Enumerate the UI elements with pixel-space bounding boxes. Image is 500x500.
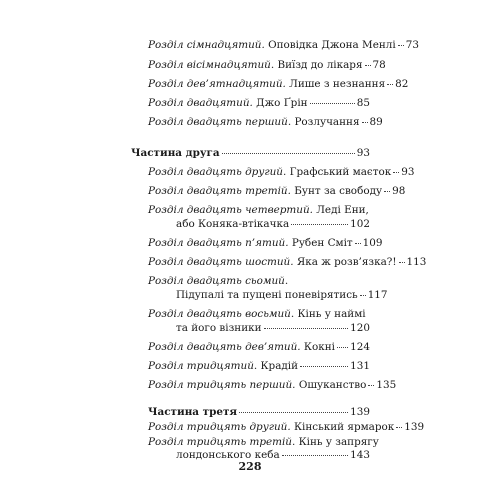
chapter-label: Розділ тридцять перший. xyxy=(148,379,296,391)
chapter-title: Кінь у наймі xyxy=(297,308,366,320)
toc-entry-ch27 xyxy=(176,289,388,302)
toc-part-3 xyxy=(148,407,370,419)
page-ref: 98 xyxy=(392,185,406,197)
toc-entry-ch18 xyxy=(148,59,386,72)
dot-leader xyxy=(355,243,361,244)
toc-entry-ch22 xyxy=(148,166,415,179)
dot-leader xyxy=(239,412,348,413)
toc-entry-ch19 xyxy=(148,78,409,91)
page-ref: 89 xyxy=(369,116,383,128)
page-ref: 73 xyxy=(405,39,419,51)
page-ref: 117 xyxy=(367,289,388,301)
toc-entry-ch24-line1 xyxy=(148,205,369,217)
page-ref: 82 xyxy=(395,78,409,90)
dot-leader xyxy=(387,84,393,85)
toc-entry-ch30 xyxy=(148,361,370,373)
chapter-title: Яка ж розв’язка?! xyxy=(296,256,397,268)
dot-leader xyxy=(365,65,371,66)
toc-entry-ch32 xyxy=(148,421,425,434)
chapter-label: Розділ тридцятий. xyxy=(148,360,258,372)
toc-entry-ch28-line1 xyxy=(148,309,366,321)
chapter-label: Розділ двадцять четвертий. xyxy=(148,204,313,216)
dot-leader xyxy=(362,122,368,123)
chapter-title: Лише з незнання xyxy=(289,78,386,90)
dot-leader xyxy=(222,153,355,154)
chapter-label: Розділ вісімнадцятий. xyxy=(148,59,275,71)
page-ref: 85 xyxy=(356,97,370,109)
dot-leader xyxy=(360,295,366,296)
chapter-label: Розділ двадцятий. xyxy=(148,97,253,109)
page-number: 228 xyxy=(238,460,262,473)
page-ref: 78 xyxy=(372,59,386,71)
page-ref: 124 xyxy=(350,341,370,353)
chapter-label: Розділ двадцять шостий. xyxy=(148,256,294,268)
toc-entry-ch24 xyxy=(176,219,370,231)
toc-entry-ch25 xyxy=(148,237,383,250)
chapter-title: Кінь у запрягу xyxy=(298,436,379,448)
chapter-title: Кокні xyxy=(303,341,335,353)
chapter-title: Крадій xyxy=(260,360,299,372)
page-ref: 135 xyxy=(376,379,397,391)
chapter-title: Ошуканство xyxy=(298,379,367,391)
dot-leader xyxy=(398,45,404,46)
chapter-title-cont: лондонського кеба xyxy=(176,449,280,461)
page-ref: 139 xyxy=(350,406,370,418)
page-ref: 131 xyxy=(350,360,370,372)
page-ref: 143 xyxy=(350,449,370,461)
dot-leader xyxy=(264,328,349,329)
dot-leader xyxy=(291,224,348,225)
dot-leader xyxy=(399,262,405,263)
part-title: Частина друга xyxy=(131,147,220,159)
page-ref: 102 xyxy=(350,218,370,230)
chapter-label: Розділ тридцять третій. xyxy=(148,436,296,448)
page-ref: 113 xyxy=(406,256,427,268)
chapter-label: Розділ двадцять п’ятий. xyxy=(148,237,289,249)
chapter-title: Джо Ґрін xyxy=(256,97,308,109)
chapter-title: Підупалі та пущені поневірятись xyxy=(176,289,358,301)
chapter-title-cont: та його візники xyxy=(176,322,262,334)
dot-leader xyxy=(384,191,390,192)
chapter-title: Графський маєток xyxy=(289,166,392,178)
toc-entry-ch33-line1 xyxy=(148,437,379,449)
chapter-title: Виїзд до лікаря xyxy=(277,59,363,71)
page-ref: 120 xyxy=(350,322,370,334)
dot-leader xyxy=(393,172,399,173)
chapter-title: Рубен Сміт xyxy=(291,237,353,249)
chapter-label: Розділ двадцять третій. xyxy=(148,185,291,197)
chapter-title: Бунт за свободу xyxy=(294,185,383,197)
chapter-title: Розлучання xyxy=(294,116,360,128)
dot-leader xyxy=(396,427,402,428)
page-ref: 93 xyxy=(356,147,370,159)
chapter-title: Оповідка Джона Менлі xyxy=(268,39,396,51)
dot-leader xyxy=(368,385,374,386)
chapter-label: Розділ двадцять перший. xyxy=(148,116,292,128)
chapter-label: Розділ дев’ятнадцятий. xyxy=(148,78,286,90)
chapter-label: Розділ сімнадцятий. xyxy=(148,39,265,51)
toc-entry-ch21 xyxy=(148,116,383,129)
chapter-label: Розділ двадцять другий. xyxy=(148,166,287,178)
dot-leader xyxy=(282,455,348,456)
toc-part-2 xyxy=(131,148,370,160)
chapter-label: Розділ двадцять дев’ятий. xyxy=(148,341,301,353)
dot-leader xyxy=(300,366,348,367)
chapter-label: Розділ тридцять другий. xyxy=(148,421,291,433)
toc-entry-ch27-line1: Розділ двадцять сьомий. xyxy=(148,275,289,287)
page-ref: 93 xyxy=(401,166,415,178)
toc-entry-ch31 xyxy=(148,379,397,392)
dot-leader xyxy=(310,103,355,104)
toc-entry-ch28 xyxy=(176,323,370,335)
toc-entry-ch23 xyxy=(148,185,406,198)
toc-entry-ch29 xyxy=(148,342,370,354)
chapter-label: Розділ двадцять восьмий. xyxy=(148,308,295,320)
chapter-title-cont: або Коняка-втікачка xyxy=(176,218,290,230)
toc-entry-ch20 xyxy=(148,98,370,110)
part-title: Частина третя xyxy=(148,406,238,418)
chapter-title: Леді Ени, xyxy=(316,204,369,216)
toc-entry-ch17 xyxy=(148,39,419,52)
page-ref: 109 xyxy=(362,237,383,249)
chapter-title: Кінський ярмарок xyxy=(293,421,395,433)
dot-leader xyxy=(337,347,348,348)
page-ref: 139 xyxy=(404,421,425,433)
toc-entry-ch26 xyxy=(148,256,427,269)
